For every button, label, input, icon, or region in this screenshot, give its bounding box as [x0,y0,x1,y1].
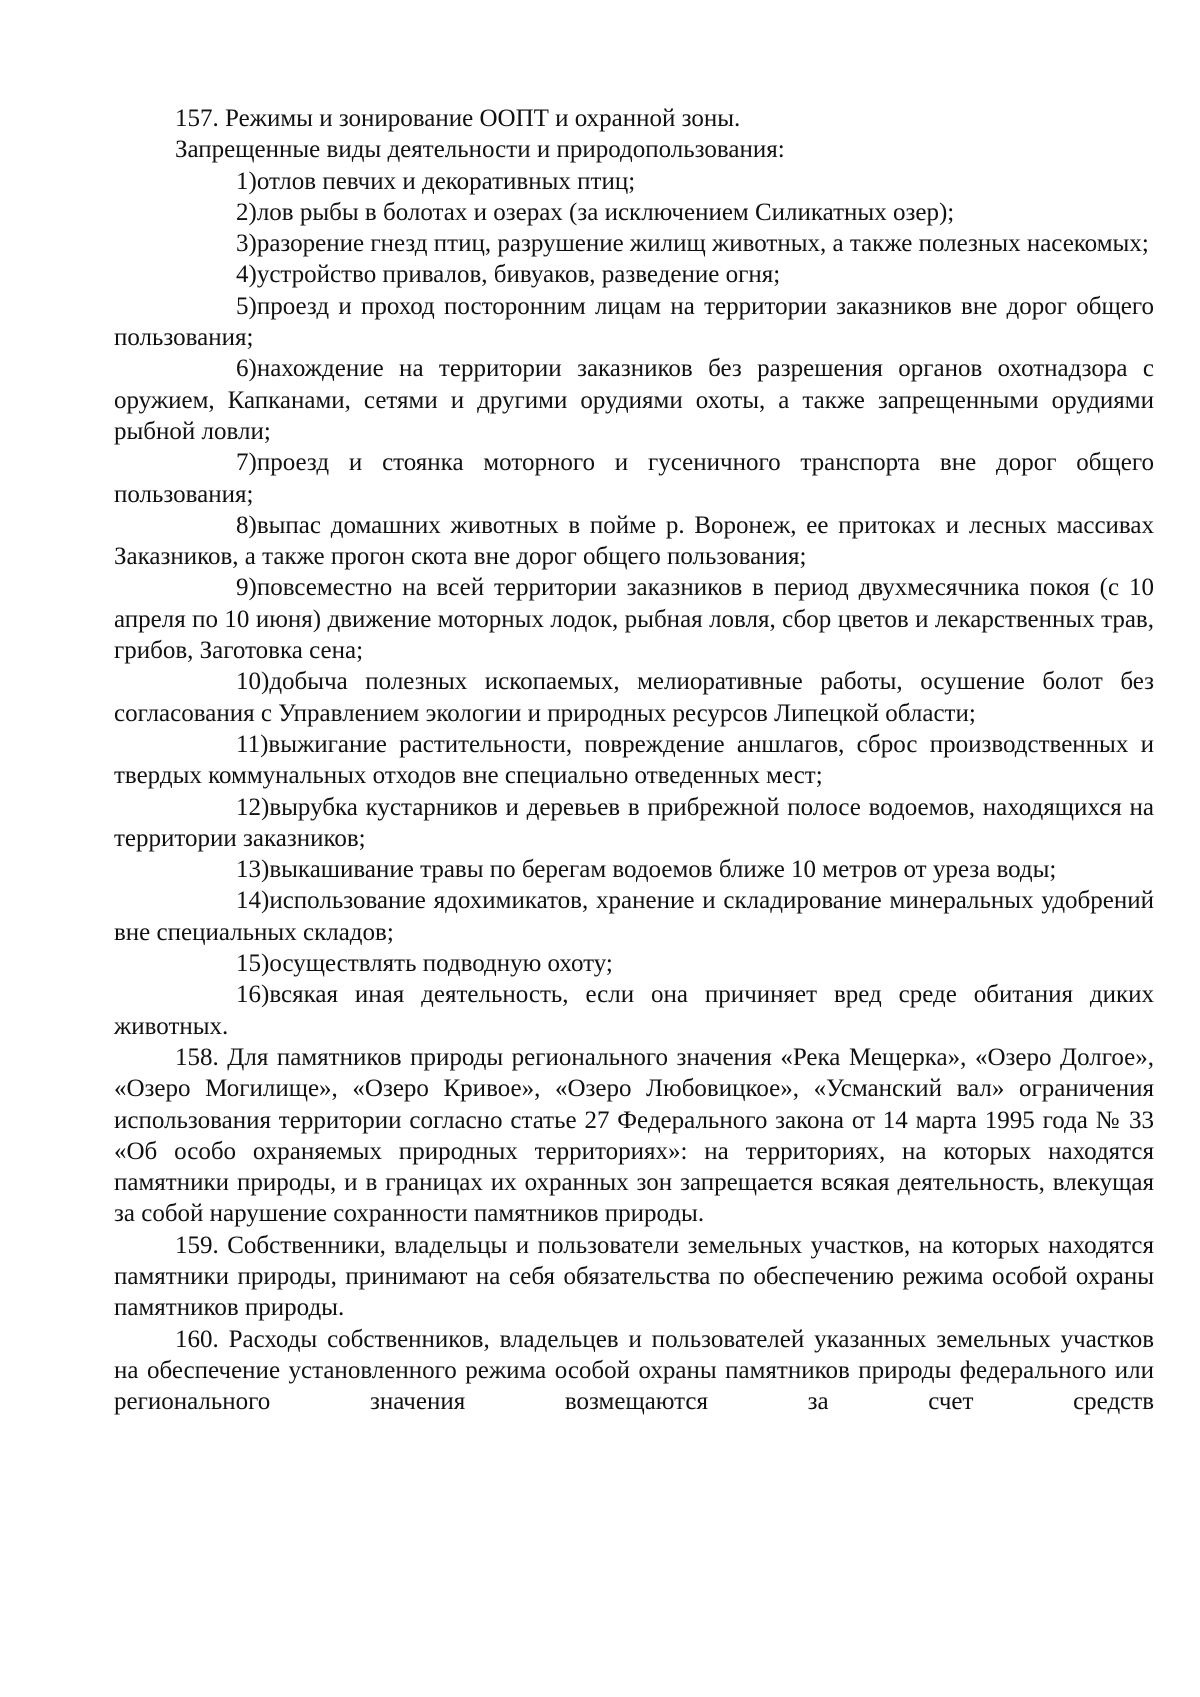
item-text: использование ядохимикатов, хранение и складирование минеральных удобрений вне специальных складов; [114,887,1154,946]
list-item [114,510,1154,573]
item-number: 8) [236,511,257,539]
paragraph-159: 159. Собственники, владельцы и пользователи земельных участков, на которых находятся памятники природы, принимают на себя обязательства по обеспечению режима особой охраны памятников природы. [114,1231,1154,1322]
list-item [114,228,1154,259]
list-item [114,259,1154,290]
item-text: добыча полезных ископаемых, мелиоративные работы, осушение болот без согласования с Управлением экологии и природных ресурсов Липецкой области; [114,668,1154,727]
list-item [114,291,1154,354]
item-number: 4) [236,261,257,289]
list-item [114,666,1154,729]
item-text: выжигание растительности, повреждение аншлагов, сброс производственных и твердых коммунальных отходов вне специально отведенных мест; [114,730,1154,790]
item-text: выкашивание травы по берегам водоемов ближе 10 метров от уреза воды; [269,856,1057,884]
list-item [114,979,1154,1042]
list-item [114,353,1154,447]
item-text: вырубка кустарников и деревьев в прибрежной полосе водоемов, находящихся на территории заказников; [114,793,1154,852]
item-number: 5) [236,292,257,320]
item-text: нахождение на территории заказников без разрешения органов охотнадзора с оружием, Капканами, сетями и другими орудиями охоты, а также запрещенными орудиями рыбной ловли; [114,355,1154,445]
item-text: проезд и стоянка моторного и гусеничного транспорта вне дорог общего пользования; [114,449,1154,508]
item-text: разорение гнезд птиц, разрушение жилищ животных, а также полезных насекомых; [256,230,1149,258]
list-item [114,572,1154,666]
item-number: 3) [236,230,257,258]
document-page [114,103,1154,1417]
item-number: 14) [236,887,270,915]
item-number: 16) [236,981,270,1009]
list-item [114,447,1154,510]
item-number: 15) [236,950,270,978]
item-text: осуществлять подводную охоту; [269,950,613,978]
item-text: проезд и проход посторонним лицам на территории заказников вне дорог общего пользования; [114,292,1154,352]
intro-text: Запрещенные виды деятельности и природопользования: [175,136,785,164]
list-item [114,197,1154,228]
item-text: повсеместно на всей территории заказников в период двухмесячника покоя (с 10 апреля по 10 июня) движение моторных лодок, рыбная ловля, сбор цветов и лекарственных трав, грибов, Заготовка сена; [114,574,1154,665]
item-text: устройство привалов, бивуаков, разведение огня; [256,261,781,289]
list-item [114,729,1154,792]
list-item [114,792,1154,855]
paragraph-160: 160. Расходы собственников, владельцев и пользователей указанных земельных участков на обеспечение установленного режима особой охраны памятников природы федерального или регионального значения возмещаются за счет средств [114,1325,1154,1416]
item-number: 13) [236,856,270,884]
item-number: 7) [236,449,257,477]
item-number: 2) [236,198,257,226]
item-text: лов рыбы в болотах и озерах (за исключением Силикатных озер); [256,198,955,226]
item-number: 12) [236,793,270,821]
list-item [114,166,1154,197]
item-number: 11) [236,730,269,758]
list-item [114,854,1154,885]
item-number: 6) [236,355,257,383]
item-number: 1) [236,167,257,195]
item-number: 10) [236,668,270,696]
item-text: всякая иная деятельность, если она причиняет вред среде обитания диких животных. [114,981,1154,1040]
list-item [114,948,1154,979]
item-number: 9) [236,574,257,602]
item-text: отлов певчих и декоративных птиц; [256,167,636,195]
section-heading: 157. Режимы и зонирование ООПТ и охранной зоны. [175,105,741,132]
paragraph-158: 158. Для памятников природы регионального значения «Река Мещерка», «Озеро Долгое», «Озеро Могилище», «Озеро Кривое», «Озеро Любовицкое», «Усманский вал» ограничения использования территории согласно статье 27 Федерального закона от 14 марта 1995 года № 33 «Об особо охраняемых природных территориях»: на территориях, на которых находятся памятники природы, и в границах их охранных зон запрещается всякая деятельность, влекущая за собой нарушение сохранности памятников природы. [114,1043,1154,1228]
item-text: выпас домашних животных в пойме р. Воронеж, ее притоках и лесных массивах Заказников, а также прогон скота вне дорог общего пользования; [114,511,1154,571]
list-item [114,885,1154,948]
